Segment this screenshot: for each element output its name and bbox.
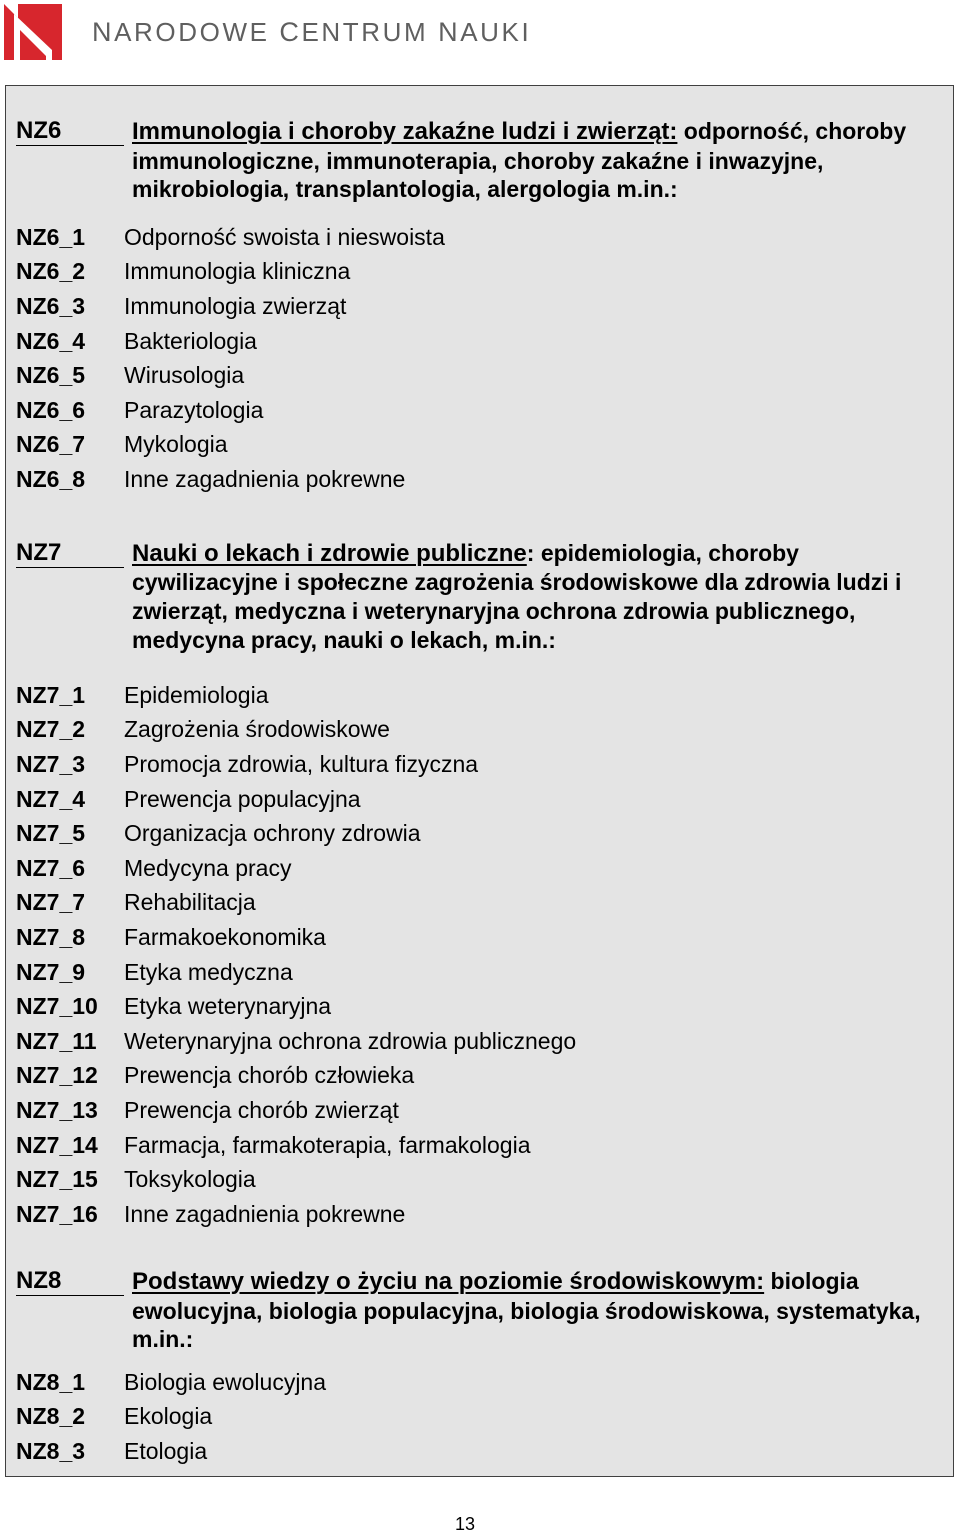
section-title: Nauki o lekach i zdrowie publiczne bbox=[132, 540, 527, 567]
section-nz7-items bbox=[16, 678, 943, 1232]
list-item: NZ6_6 Parazytologia bbox=[16, 396, 264, 423]
list-item: NZ7_9 Etyka medyczna bbox=[16, 958, 293, 985]
list-item: NZ6_7 Mykologia bbox=[16, 431, 228, 458]
list-item: NZ8_3 Etologia bbox=[16, 1437, 208, 1464]
page-number: 13 bbox=[454, 1514, 476, 1534]
list-item: NZ6_5 Wirusologia bbox=[16, 362, 245, 389]
section-title: Podstawy wiedzy o życiu na poziomie środowiskowym: bbox=[132, 1268, 765, 1295]
section-description: Podstawy wiedzy o życiu na poziomie środowiskowym: biologia ewolucyjna, biologia populacyjna, biologia środowiskowa, systematyka, m.in.: bbox=[132, 1268, 921, 1352]
page-header bbox=[4, 2, 531, 62]
list-item: NZ7_3 Promocja zdrowia, kultura fizyczna bbox=[16, 750, 479, 777]
list-item: NZ6_1 Odporność swoista i nieswoista bbox=[16, 223, 445, 250]
list-item: NZ7_7 Rehabilitacja bbox=[16, 889, 256, 916]
organization-name: NARODOWE CENTRUM NAUKI bbox=[92, 16, 532, 47]
list-item: NZ8_1 Biologia ewolucyjna bbox=[16, 1368, 327, 1395]
list-item: NZ7_4 Prewencja populacyjna bbox=[16, 785, 361, 812]
list-item: NZ7_13 Prewencja chorób zwierząt bbox=[16, 1096, 399, 1123]
list-item: NZ7_10 Etyka weterynaryjna bbox=[16, 993, 332, 1020]
section-code: NZ7 bbox=[16, 539, 124, 568]
list-item: NZ6_8 Inne zagadnienia pokrewne bbox=[16, 465, 406, 492]
section-description: Immunologia i choroby zakaźne ludzi i zwierząt: odporność, choroby immunologiczne, immunoterapia, choroby zakaźne i inwazyjne, mikrobiologia, transplantologia, alergologia m.in.: bbox=[132, 118, 907, 202]
list-item: NZ6_2 Immunologia kliniczna bbox=[16, 258, 351, 285]
section-nz8-items bbox=[16, 1365, 943, 1469]
section-description: Nauki o lekach i zdrowie publiczne: epidemiologia, choroby cywilizacyjne i społeczne zagrożenia środowiskowe dla zdrowia ludzi i zwierząt, medyczna i weterynaryjna ochrona zdrowia publicznego, medycyna pracy, nauki o lekach, m.in.: bbox=[132, 540, 902, 653]
list-item: NZ7_15 Toksykologia bbox=[16, 1166, 256, 1193]
list-item: NZ7_6 Medycyna pracy bbox=[16, 854, 292, 881]
list-item: NZ7_11 Weterynaryjna ochrona zdrowia publicznego bbox=[16, 1027, 577, 1054]
list-item: NZ7_12 Prewencja chorób człowieka bbox=[16, 1062, 415, 1089]
list-item: NZ7_2 Zagrożenia środowiskowe bbox=[16, 716, 390, 743]
section-code: NZ6 bbox=[16, 117, 124, 146]
list-item: NZ7_8 Farmakoekonomika bbox=[16, 923, 326, 950]
list-item: NZ7_5 Organizacja ochrony zdrowia bbox=[16, 820, 421, 847]
list-item: NZ7_14 Farmacja, farmakoterapia, farmakologia bbox=[16, 1131, 531, 1158]
section-title: Immunologia i choroby zakaźne ludzi i zwierząt: bbox=[132, 118, 678, 145]
ncn-logo-icon bbox=[4, 4, 62, 60]
section-nz6-items bbox=[16, 220, 943, 497]
section-code: NZ8 bbox=[16, 1267, 124, 1296]
content-frame bbox=[5, 85, 954, 1477]
list-item: NZ8_2 Ekologia bbox=[16, 1403, 213, 1430]
list-item: NZ7_1 Epidemiologia bbox=[16, 681, 269, 708]
list-item: NZ7_16 Inne zagadnienia pokrewne bbox=[16, 1200, 406, 1227]
list-item: NZ6_4 Bakteriologia bbox=[16, 327, 257, 354]
list-item: NZ6_3 Immunologia zwierząt bbox=[16, 292, 347, 319]
